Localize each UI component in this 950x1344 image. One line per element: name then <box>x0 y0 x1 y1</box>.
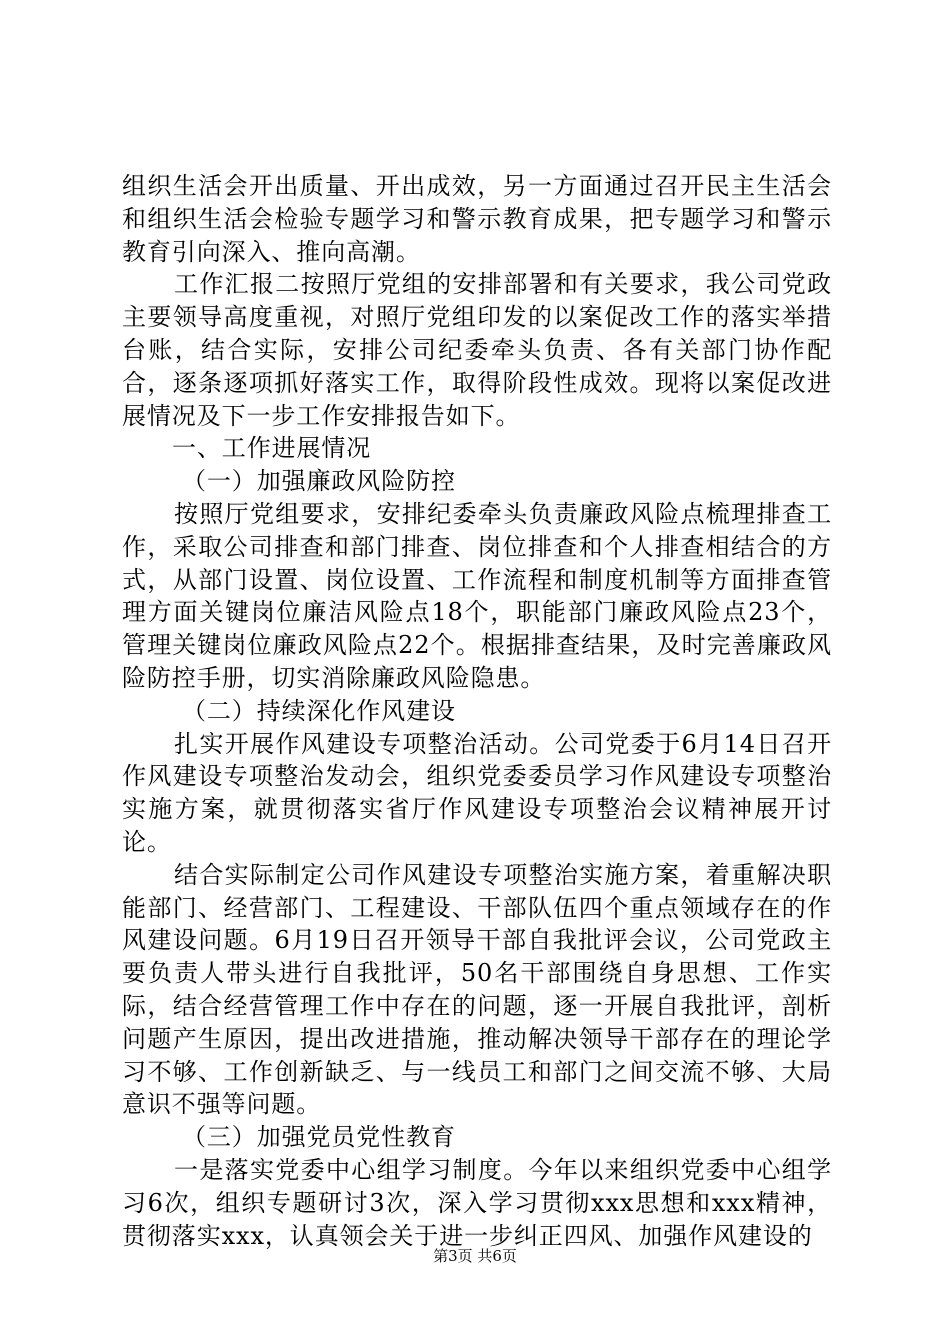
heading-risk-control: （一）加强廉政风险防控 <box>182 467 456 496</box>
heading-work-progress: 一、工作进展情况 <box>172 434 372 463</box>
heading-party-education: （三）加强党员党性教育 <box>182 1123 456 1152</box>
paragraph-self-criticism: 结合实际制定公司作风建设专项整治实施方案，着重解决职能部门、经营部门、工程建设、干部队伍四个重点领域存在的作风建设问题。6月19日召开领导干部自我批评会议，公司党政主要负责人带头进行自我批评，50名干部围绕自身思想、工作实际，结合经营管理工作中存在的问题，逐一开展自我批评，剖析问题产生原因，提出改进措施，推动解决领导干部存在的理论学习不够、工作创新缺乏、与一线员工和部门之间交流不够、大局意识不强等问题。 <box>122 860 832 1119</box>
paragraph-study-system: 一是落实党委中心组学习制度。今年以来组织党委中心组学习6次，组织专题研讨3次，深入学习贯彻xxx思想和xxx精神，贯彻落实xxx，认真领会关于进一步纠正四风、加强作风建设的 <box>122 1155 832 1250</box>
paragraph-risk-control: 按照厅党组要求，安排纪委牵头负责廉政风险点梳理排查工作，采取公司排查和部门排查、岗位排查和个人排查相结合的方式，从部门设置、岗位设置、工作流程和制度机制等方面排查管理方面关键岗位廉洁风险点18个，职能部门廉政风险点23个，管理关键岗位廉政风险点22个。根据排查结果，及时完善廉政风险防控手册，切实消除廉政风险隐患。 <box>122 499 832 692</box>
paragraph-rectification-campaign: 扎实开展作风建设专项整治活动。公司党委于6月14日召开作风建设专项整治发动会，组织党委委员学习作风建设专项整治实施方案，就贯彻落实省厅作风建设专项整治会议精神展开讨论。 <box>122 729 832 856</box>
heading-work-style: （二）持续深化作风建设 <box>182 696 456 725</box>
paragraph-continuation: 组织生活会开出质量、开出成效，另一方面通过召开民主生活会和组织生活会检验专题学习和警示教育成果，把专题学习和警示教育引向深入、推向高潮。 <box>122 172 832 266</box>
document-body <box>122 170 832 1252</box>
page-number-footer: 第3页 共6页 <box>433 1247 517 1265</box>
paragraph-report-intro: 工作汇报二按照厅党组的安排部署和有关要求，我公司党政主要领导高度重视，对照厅党组印发的以案促改工作的落实举措台账，结合实际，安排公司纪委牵头负责、各有关部门协作配合，逐条逐项抓好落实工作，取得阶段性成效。现将以案促改进展情况及下一步工作安排报告如下。 <box>122 270 832 430</box>
